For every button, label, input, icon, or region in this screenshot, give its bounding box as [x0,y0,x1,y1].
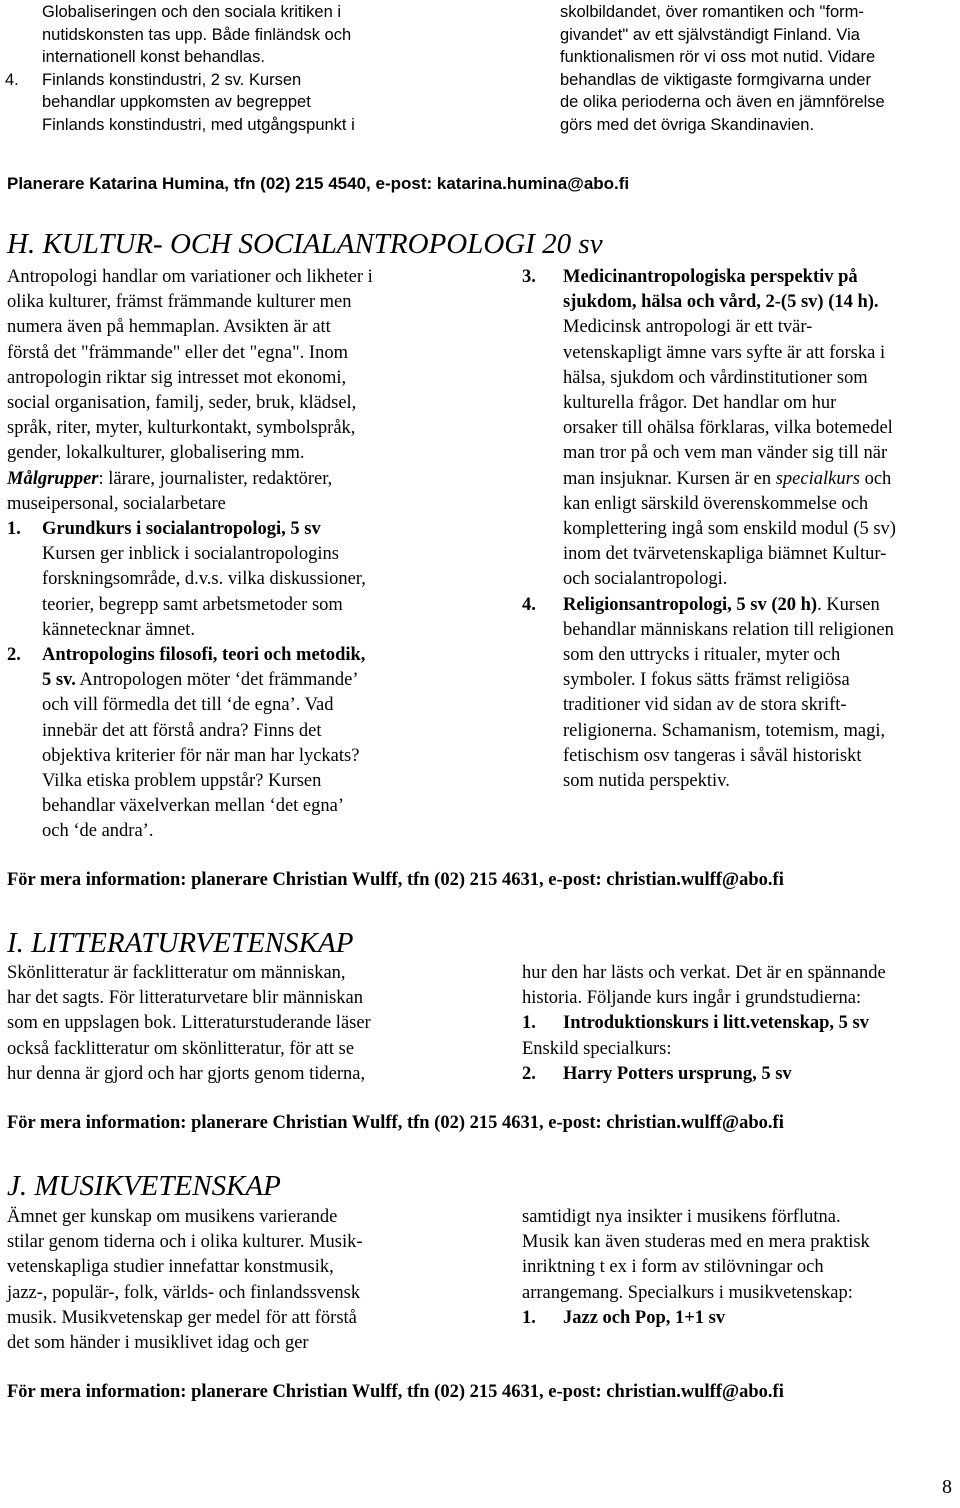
item-number: 1. [522,1307,536,1328]
planner-contact: Planerare Katarina Humina, tfn (02) 215 4540, e-post: katarina.humina@abo.fi [7,174,630,193]
text-line: och ‘de andra’. [42,821,154,842]
text-line: görs med det övriga Skandinavien. [560,115,815,134]
kultur-left-column [7,265,497,845]
text-line: som nutida perspektiv. [563,771,730,792]
text-line: Vilka etiska problem uppstår? Kursen [42,771,322,792]
text-line: jazz-, populär-, folk, världs- och finlandssvensk [7,1282,361,1303]
text-line: kännetecknar ämnet. [42,619,196,640]
section-heading-musik: J. MUSIKVETENSKAP [7,1170,281,1202]
text-line [42,668,497,693]
item-number: 3. [522,267,536,287]
text-line: Kursen ger inblick i socialantropologins [42,544,339,565]
course-title: 5 sv. [42,670,76,691]
text-line: fetischism osv tangeras i såväl historiskt [563,745,862,766]
text-line: arrangemang. Specialkurs i musikvetenskap: [522,1282,853,1303]
musik-left-column [7,1205,502,1356]
text-line: hälsa, sjukdom och vårdinstitutioner som [563,367,868,388]
text-line: Ämnet ger kunskap om musikens varierande [7,1207,338,1227]
course-title: Medicinantropologiska perspektiv på [563,267,858,287]
item-number: 4. [522,594,536,615]
text-line: religionerna. Schamanism, totemism, magi, [563,720,886,741]
target-groups-line [7,467,497,492]
section-heading-litteratur: I. LITTERATURVETENSKAP [7,927,354,959]
course-title: Introduktionskurs i litt.vetenskap, 5 sv [563,1013,870,1034]
item-body [563,265,960,593]
kultur-right-column [522,265,960,794]
text-line: musik. Musikvetenskap ger medel för att förstå [7,1307,357,1328]
text-line: kulturella frågor. Det handlar om hur [563,393,837,414]
kultur-contact: För mera information: planerare Christian Wulff, tfn (02) 215 4631, e-post: christian.wulff@abo.fi [7,870,784,890]
text-line: det som händer i musiklivet idag och ger [7,1333,309,1354]
item-number: 2. [522,1063,536,1084]
item-number: 1. [7,519,21,540]
litt-right-column [522,961,960,1087]
text-line: komplettering ingå som enskild modul (5 sv) [563,519,896,540]
text-line: och vill förmedla det till ‘de egna’. Vad [42,695,334,716]
item-number: 4. [5,70,19,89]
text-line: de olika perioderna och även en jämnförelse [560,93,885,112]
text-line: Skönlitteratur är facklitteratur om människan, [7,963,346,983]
course-title: sjukdom, hälsa och vård, 2-(5 sv) (14 h). [563,292,879,313]
text-line: inom det tvärvetenskapliga biämnet Kultur- [563,544,887,565]
text-line: behandlar växelverkan mellan ‘det egna’ [42,796,345,817]
text-line: språk, riter, myter, kulturkontakt, symbolspråk, [7,418,356,439]
item-body [42,643,497,845]
text-line: forskningsområde, d.v.s. vilka diskussioner, [42,569,366,590]
text-line [563,467,960,492]
course-item [522,593,960,795]
musik-right-column [522,1205,960,1331]
musik-contact: För mera information: planerare Christian Wulff, tfn (02) 215 4631, e-post: christian.wulff@abo.fi [7,1382,784,1402]
text-line: vetenskapligt ämne vars syfte är att forska i [563,342,886,363]
course-title: Jazz och Pop, 1+1 sv [563,1307,726,1328]
text-line: innebär det att förstå andra? Finns det [42,720,322,741]
text-line: som en uppslagen bok. Litteraturstuderande läser [7,1013,371,1034]
course-text: och [859,468,892,489]
course-item [522,1306,960,1331]
list-item [5,69,462,137]
text-line: som den uttrycks i ritualer, myter och [563,645,841,666]
course-text: man insjuknar. Kursen är en [563,468,776,489]
text-line: givandet" av ett självständigt Finland. Via [560,25,860,44]
text-line: funktionalismen rör vi oss mot nutid. Vidare [560,48,876,67]
text-line: nutidskonsten tas upp. Både finländsk och [42,25,352,44]
text-line: olika kulturer, främst främmande kulturer men [7,292,352,313]
text-line: skolbildandet, över romantiken och "form- [560,3,864,21]
text-line: hur denna är gjord och har gjorts genom tiderna, [7,1063,366,1084]
top-left-paragraph [5,1,462,137]
litt-left-column [7,961,502,1087]
text-line: behandlar människans relation till religionen [563,619,894,640]
text-line: hur den har lästs och verkat. Det är en spännande [522,963,886,983]
course-item [7,643,497,845]
item-body [42,69,462,137]
top-right-paragraph [560,1,960,137]
course-title: Religionsantropologi, 5 sv (20 h) [563,594,818,615]
item-number: 2. [7,645,21,666]
text-line: internationell konst behandlas. [42,48,265,67]
text-line: antropologin riktar sig intresset mot ekonomi, [7,367,347,388]
text-line: förstå det "främmande" eller det "egna". Inom [7,342,348,363]
text-line: också facklitteratur om skönlitteratur, för att se [7,1038,355,1059]
item-body [42,517,497,643]
text-line: museipersonal, socialarbetare [7,493,226,514]
text-line: Globaliseringen och den sociala kritiken i [42,3,341,21]
item-number: 1. [522,1013,536,1034]
text-line: gender, lokalkulturer, globalisering mm. [7,443,305,464]
text-line: vetenskapliga studier innefattar konstmusik, [7,1257,334,1278]
course-title: Grundkurs i socialantropologi, 5 sv [42,519,321,540]
specialkurs-emphasis: specialkurs [775,468,860,489]
text-line: traditioner vid sidan av de stora skrift- [563,695,847,716]
text-line: Finlands konstindustri, 2 sv. Kursen [42,70,302,89]
course-item [522,265,960,593]
text-line: Finlands konstindustri, med utgångspunkt i [42,115,355,134]
section-heading-kultur: H. KULTUR- OCH SOCIALANTROPOLOGI 20 sv [7,228,603,260]
text-line: teorier, begrepp samt arbetsmetoder som [42,594,343,615]
text-line: Antropologi handlar om variationer och likheter i [7,267,373,287]
text-line: och socialantropologi. [563,569,728,590]
target-groups-text: : lärare, journalister, redaktörer, [98,468,333,489]
page-number: 8 [942,1476,952,1498]
text-line: behandlar uppkomsten av begreppet [42,93,311,112]
text-line: behandlas de viktigaste formgivarna under [560,70,871,89]
text-line: har det sagts. För litteraturvetare blir människan [7,988,364,1009]
text-line: numera även på hemmaplan. Avsikten är att [7,317,331,338]
course-item [522,1011,960,1036]
text-line: Medicinsk antropologi är ett tvär- [563,317,813,338]
text-line: samtidigt nya insikter i musikens förflutna. [522,1207,841,1227]
text-line: inriktning t ex i form av stilövningar och [522,1257,824,1278]
litt-contact: För mera information: planerare Christian Wulff, tfn (02) 215 4631, e-post: christian.wulff@abo.fi [7,1113,784,1133]
course-item [522,1062,960,1087]
text-line: kan enligt särskild överenskommelse och [563,493,869,514]
target-groups-label: Målgrupper [7,468,99,489]
text-line: objektiva kriterier för när man har lyckats? [42,745,360,766]
text-line [563,593,960,618]
course-title: Antropologins filosofi, teori och metodik, [42,645,366,666]
course-title: Harry Potters ursprung, 5 sv [563,1063,792,1084]
text-line: man tror på och vem man vänder sig till när [563,443,888,464]
course-text: Antropologen möter ‘det främmande’ [75,670,359,691]
text-line: stilar genom tiderna och i olika kulturer. Musik- [7,1232,363,1253]
text-line: orsaker till ohälsa förklaras, vilka botemedel [563,418,893,439]
text-line: Musik kan även studeras med en mera praktisk [522,1232,870,1253]
course-text: . Kursen [817,594,880,615]
item-body [563,593,960,795]
course-item [7,517,497,643]
text-line: historia. Följande kurs ingår i grundstudierna: [522,988,862,1009]
text-line: symboler. I fokus sätts främst religiösa [563,670,850,691]
text-line: Enskild specialkurs: [522,1038,672,1059]
text-line: social organisation, familj, seder, bruk, klädsel, [7,393,357,414]
